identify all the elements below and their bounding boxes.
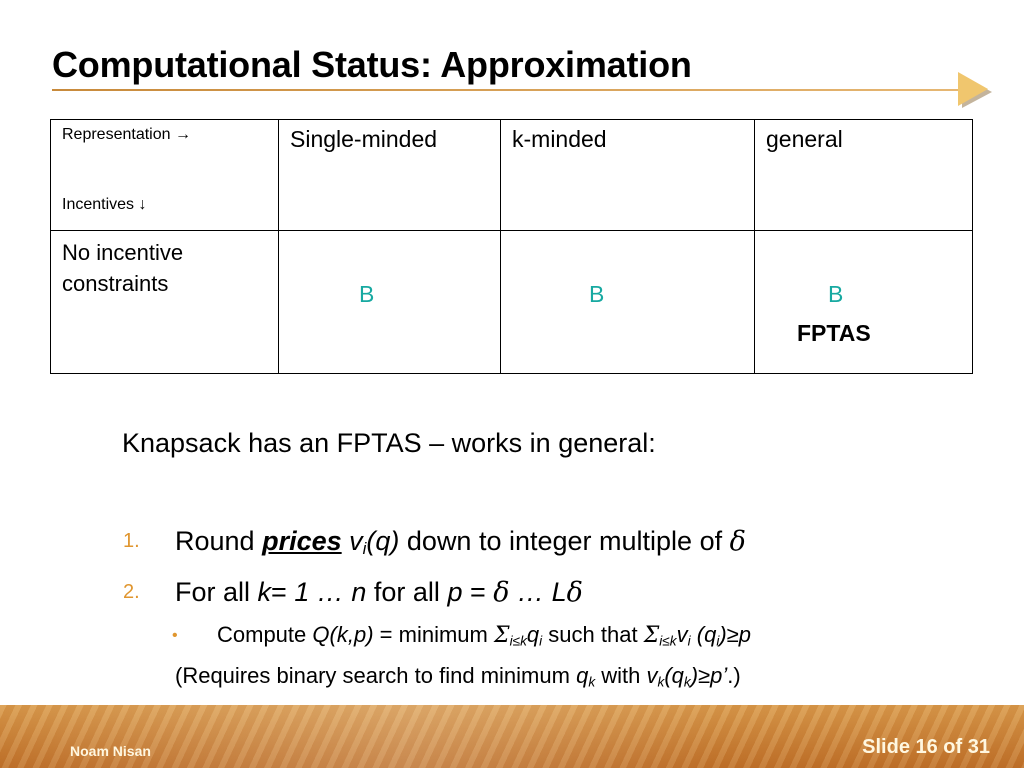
representation-label: Representation → xyxy=(62,126,191,143)
text-run: for all xyxy=(373,577,440,607)
text-run: i xyxy=(716,633,720,649)
cell-value: B xyxy=(589,281,605,307)
text-run: i xyxy=(362,539,367,559)
table-cell xyxy=(501,231,755,374)
text-run: )≥p’ xyxy=(690,663,728,688)
text-run: v xyxy=(646,663,658,688)
text-run: (Requires binary search to find minimum xyxy=(175,663,570,688)
text-run: k xyxy=(257,577,272,607)
text-run: = xyxy=(271,577,287,607)
text-run: = xyxy=(379,622,393,647)
column-header-k-minded: k-minded xyxy=(501,120,755,231)
table-cell xyxy=(755,231,973,374)
delta-symbol: δ xyxy=(566,577,583,608)
next-arrow-icon[interactable] xyxy=(956,70,994,112)
bullet-icon: • xyxy=(172,627,178,644)
text-run: down to integer multiple of xyxy=(406,526,723,556)
list-item-step2 xyxy=(175,577,583,608)
cell-value: B xyxy=(828,281,844,307)
sigma-symbol: Σ xyxy=(643,623,660,648)
text-run: q xyxy=(526,622,540,647)
text-run: v xyxy=(349,526,363,556)
cell-value: B xyxy=(359,281,375,307)
incentives-label: Incentives ↓ xyxy=(62,196,147,213)
row-label: No incentive constraints xyxy=(62,240,184,296)
column-header-single-minded: Single-minded xyxy=(279,120,501,231)
text-run: (q) xyxy=(366,526,400,556)
list-subitem-compute xyxy=(217,622,751,648)
text-run: .) xyxy=(727,663,741,688)
table-header-row xyxy=(51,120,973,231)
note-text xyxy=(175,663,741,689)
text-run: L xyxy=(551,577,567,607)
list-number: 1. xyxy=(123,530,140,552)
title-underline xyxy=(52,89,964,91)
footer-author: Noam Nisan xyxy=(70,743,151,759)
text-run: with xyxy=(601,663,641,688)
fptas-note: FPTAS xyxy=(797,320,871,346)
text-run: 1 … n xyxy=(294,577,367,607)
text-run: minimum xyxy=(398,622,488,647)
delta-symbol: δ xyxy=(493,577,510,608)
text-run: For all xyxy=(175,577,251,607)
slide-title: Computational Status: Approximation xyxy=(52,44,692,85)
list-item-step1 xyxy=(175,526,746,557)
text-run: q xyxy=(576,663,589,688)
text-run: … xyxy=(517,577,545,607)
text-run: = xyxy=(469,577,486,607)
delta-symbol: δ xyxy=(729,526,746,557)
text-run: v xyxy=(676,622,688,647)
text-run: (q xyxy=(696,622,717,647)
text-run: i xyxy=(687,633,691,649)
intro-text: Knapsack has an FPTAS – works in general: xyxy=(122,428,656,458)
row-label-cell xyxy=(51,231,279,374)
text-run: i≤k xyxy=(509,633,527,649)
text-run: )≥p xyxy=(719,622,751,647)
list-number: 2. xyxy=(123,581,140,603)
text-run: Q(k,p) xyxy=(312,622,374,647)
text-run: Round xyxy=(175,526,255,556)
column-header-general: general xyxy=(755,120,973,231)
table-row xyxy=(51,231,973,374)
sigma-symbol: Σ xyxy=(494,623,510,648)
table-corner-cell xyxy=(51,120,279,231)
text-run: Compute xyxy=(217,622,307,647)
text-run: p xyxy=(447,577,463,607)
text-run: k xyxy=(657,674,665,690)
footer-bar xyxy=(0,705,1024,768)
prices-emphasis: prices xyxy=(262,526,342,556)
text-run: i≤k xyxy=(659,633,677,649)
table-cell xyxy=(279,231,501,374)
text-run: k xyxy=(683,674,691,690)
complexity-table xyxy=(50,119,973,374)
text-run: i xyxy=(539,633,543,649)
text-run: such that xyxy=(548,622,638,647)
text-run: k xyxy=(588,674,596,690)
slide-number: Slide 16 of 31 xyxy=(862,736,990,758)
text-run: (q xyxy=(664,663,684,688)
